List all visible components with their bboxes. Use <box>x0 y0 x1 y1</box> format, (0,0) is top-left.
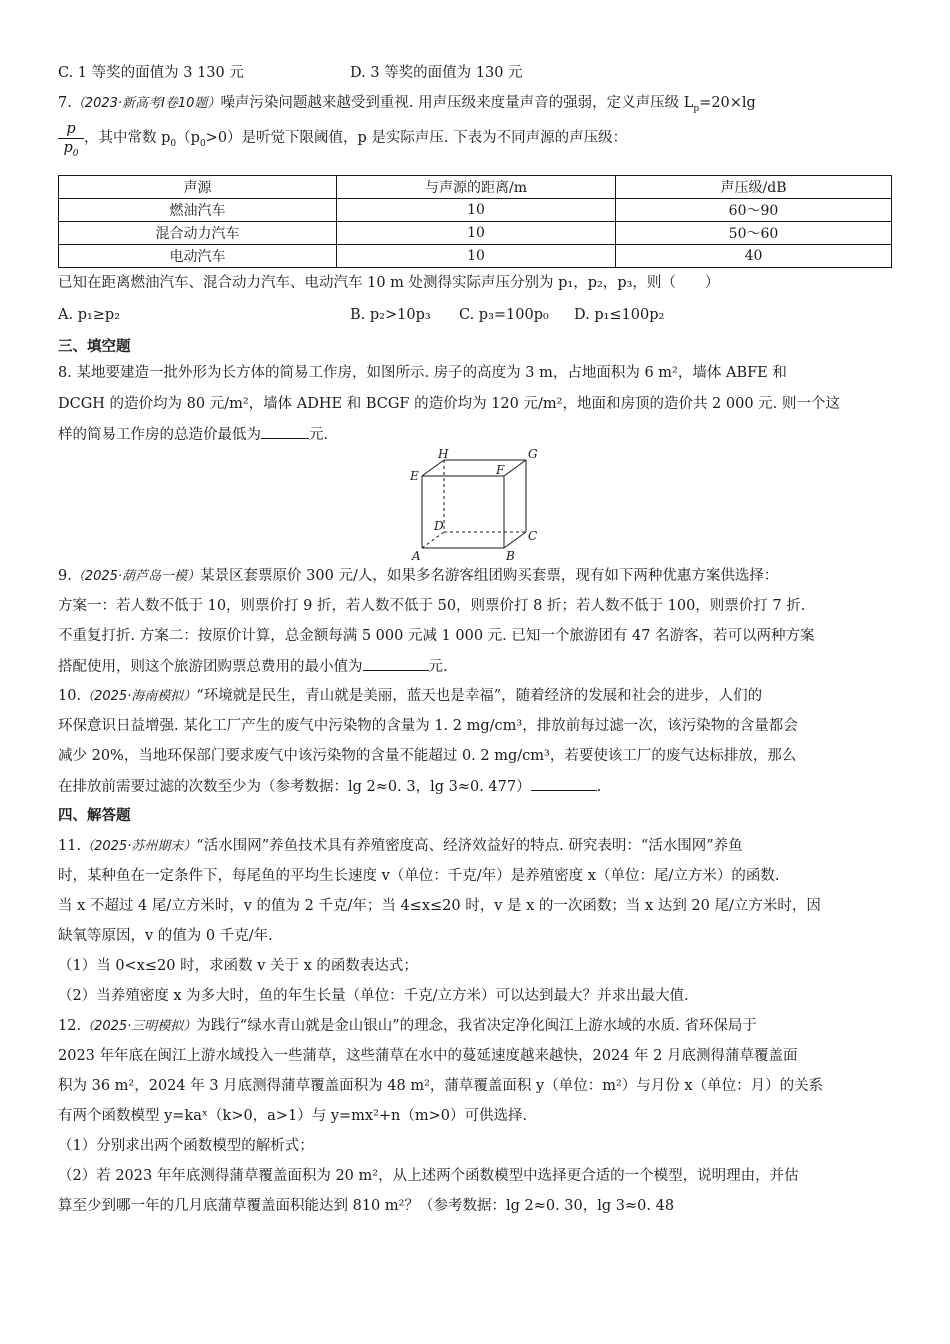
q11-line4: 缺氧等原因，v 的值为 0 千克/年. <box>58 928 273 944</box>
q11-source: （2025·苏州期末） <box>81 839 197 854</box>
q7-line1 <box>58 93 756 119</box>
vertex-label-c: C <box>528 529 538 543</box>
section-title-fill-in: 三、填空题 <box>58 338 131 355</box>
table-row <box>59 199 892 222</box>
vertex-label-h: H <box>438 448 449 461</box>
answer-blank <box>363 656 429 671</box>
q6-option-d: D. 3 等奖的面值为 130 元 <box>350 65 523 81</box>
q7-number: 7. <box>58 95 72 111</box>
vertex-label-e: E <box>410 469 419 483</box>
table-cell: 10 <box>337 222 616 245</box>
q9-line3: 不重复打折. 方案二：按原价计算，总金额每满 5 000 元减 1 000 元. 已知一个旅游团有 47 名游客，若可以两种方案 <box>58 628 815 644</box>
table-row <box>59 245 892 268</box>
q10-line4: 在排放前需要过滤的次数至少为（参考数据：lg 2≈0. 3，lg 3≈0. 477） . <box>58 776 601 797</box>
table-header-row <box>59 176 892 199</box>
q9-line1: 9.（2025·葫芦岛一模）某景区套票原价 300 元/人，如果多名游客组团购买套票，现有如下两种优惠方案供选择： <box>58 568 779 584</box>
q7-lp-subscript: p <box>693 103 700 114</box>
vertex-label-a: A <box>412 549 421 563</box>
q7-text-1: 噪声污染问题越来越受到重视. 用声压级来度量声音的强弱，定义声压级 L <box>220 95 694 111</box>
answer-blank <box>531 776 597 791</box>
edge-ad <box>422 532 444 548</box>
q12-line4: 有两个函数模型 y=kaˣ（k>0，a>1）与 y=mx²+n（m>0）可供选择. <box>58 1108 528 1124</box>
q7-source: （2023·新高考Ⅰ卷10题） <box>71 96 221 111</box>
table-row <box>59 222 892 245</box>
edge-eh <box>422 460 444 476</box>
table-cell: 50～60 <box>616 222 892 245</box>
section-title-answer: 四、解答题 <box>58 807 131 824</box>
table-cell: 10 <box>337 199 616 222</box>
q10-source: （2025·海南模拟） <box>81 689 197 704</box>
table-cell: 60～90 <box>616 199 892 222</box>
q12-line2: 2023 年年底在闽江上游水域投入一些蒲草，这些蒲草在水中的蔓延速度越来越快，2024 年 2 月底测得蒲草覆盖面 <box>58 1048 798 1064</box>
table-cell: 40 <box>616 245 892 268</box>
q9-line2: 方案一：若人数不低于 10，则票价打 9 折，若人数不低于 50，则票价打 8 折；若人数不低于 100，则票价打 7 折. <box>58 598 806 614</box>
q10-line2: 环保意识日益增强. 某化工厂产生的废气中污染物的含量为 1. 2 mg/cm³，排放前每过滤一次，该污染物的含量都会 <box>58 718 798 734</box>
q11-part1: （1）当 0<x≤20 时，求函数 v 关于 x 的函数表达式； <box>58 958 418 974</box>
q7-option-b: B. p₂>10p₃ <box>350 307 431 323</box>
q11-line3: 当 x 不超过 4 尾/立方米时，v 的值为 2 千克/年；当 4≤x≤20 时，v 是 x 的一次函数；当 x 达到 20 尾/立方米时，因 <box>58 898 821 914</box>
table-header: 声源 <box>59 176 337 199</box>
vertex-label-b: B <box>506 549 515 563</box>
q7-fraction-denominator: $p_0$ <box>63 140 79 159</box>
q7-line3: 已知在距离燃油汽车、混合动力汽车、电动汽车 10 m 处测得实际声压分别为 p₁，p₂，p₃，则（ ） <box>58 275 720 291</box>
table-cell: 混合动力汽车 <box>59 222 337 245</box>
q7-option-a: A. p₁≥p₂ <box>58 307 121 323</box>
table-cell: 电动汽车 <box>59 245 337 268</box>
q11-part2: （2）当养殖密度 x 为多大时，鱼的年生长量（单位：千克/立方米）可以达到最大？并求出最大值. <box>58 988 689 1004</box>
q11-line2: 时，某种鱼在一定条件下，每尾鱼的平均生长速度 v（单位：千克/年）是养殖密度 x（单位：尾/立方米）的函数. <box>58 868 780 884</box>
q12-part1: （1）分别求出两个函数模型的解析式； <box>58 1138 314 1154</box>
q7-text-1b: =20×lg <box>699 95 756 111</box>
q6-option-c: C. 1 等奖的面值为 3 130 元 <box>58 65 244 81</box>
vertex-label-f: F <box>496 463 505 477</box>
q7-fraction-numerator: p <box>58 120 84 139</box>
table-header: 与声源的距离/m <box>337 176 616 199</box>
q12-part2-line1: （2）若 2023 年年底测得蒲草覆盖面积为 20 m²，从上述两个函数模型中选择更合适的一个模型，说明理由，并估 <box>58 1168 799 1184</box>
q10-line1: 10.（2025·海南模拟）“环境就是民生，青山就是美丽，蓝天也是幸福”，随着经济的发展和社会的进步，人们的 <box>58 688 763 704</box>
q11-line1: 11.（2025·苏州期末）“活水围网”养鱼技术具有养殖密度高、经济效益好的特点. 研究表明：“活水围网”养鱼 <box>58 838 743 854</box>
q12-source: （2025·三明模拟） <box>81 1019 197 1034</box>
q7-option-c: C. p₃=100p₀ <box>459 307 549 323</box>
q12-line3: 积为 36 m²，2024 年 3 月底测得蒲草覆盖面积为 48 m²，蒲草覆盖面积 y（单位：m²）与月份 x（单位：月）的关系 <box>58 1078 824 1094</box>
q7-line2: ，其中常数 $p_0(p_0>0)$是听觉下限阈值，p 是实际声压. 下表为不同声源的声压级： <box>84 130 628 149</box>
table-cell: 10 <box>337 245 616 268</box>
q8-line2: DCGH 的造价均为 80 元/m²，墙体 ADHE 和 BCGF 的造价均为 120 元/m²，地面和房顶的造价共 2 000 元. 则一个这 <box>58 396 840 412</box>
q8-line1: 8. 某地要建造一批外形为长方体的简易工作房，如图所示. 房子的高度为 3 m，占地面积为 6 m²，墙体 ABFE 和 <box>58 365 787 381</box>
vertex-label-d: D <box>434 519 444 533</box>
q7-fraction <box>58 120 84 163</box>
edge-bc <box>504 532 526 548</box>
cuboid-figure <box>404 448 544 563</box>
edge-fg <box>504 460 526 476</box>
q12-part2-line2: 算至少到哪一年的几月底蒲草覆盖面积能达到 810 m²？（参考数据：lg 2≈0. 30，lg 3≈0. 48 <box>58 1198 675 1214</box>
q7-sound-table <box>58 175 892 268</box>
vertex-label-g: G <box>528 448 538 461</box>
table-header: 声压级/dB <box>616 176 892 199</box>
q9-source: （2025·葫芦岛一模） <box>71 569 201 584</box>
q8-line3: 样的简易工作房的总造价最低为 元. <box>58 424 328 445</box>
q9-line4: 搭配使用，则这个旅游团购票总费用的最小值为 元. <box>58 656 448 677</box>
table-cell: 燃油汽车 <box>59 199 337 222</box>
q10-line3: 减少 20%，当地环保部门要求废气中该污染物的含量不能超过 0. 2 mg/cm³，若要使该工厂的废气达标排放，那么 <box>58 748 797 764</box>
q12-line1: 12.（2025·三明模拟）为践行“绿水青山就是金山银山”的理念，我省决定净化闽江上游水域的水质. 省环保局于 <box>58 1018 757 1034</box>
q7-option-d: D. p₁≤100p₂ <box>574 307 665 323</box>
answer-blank <box>261 424 309 439</box>
